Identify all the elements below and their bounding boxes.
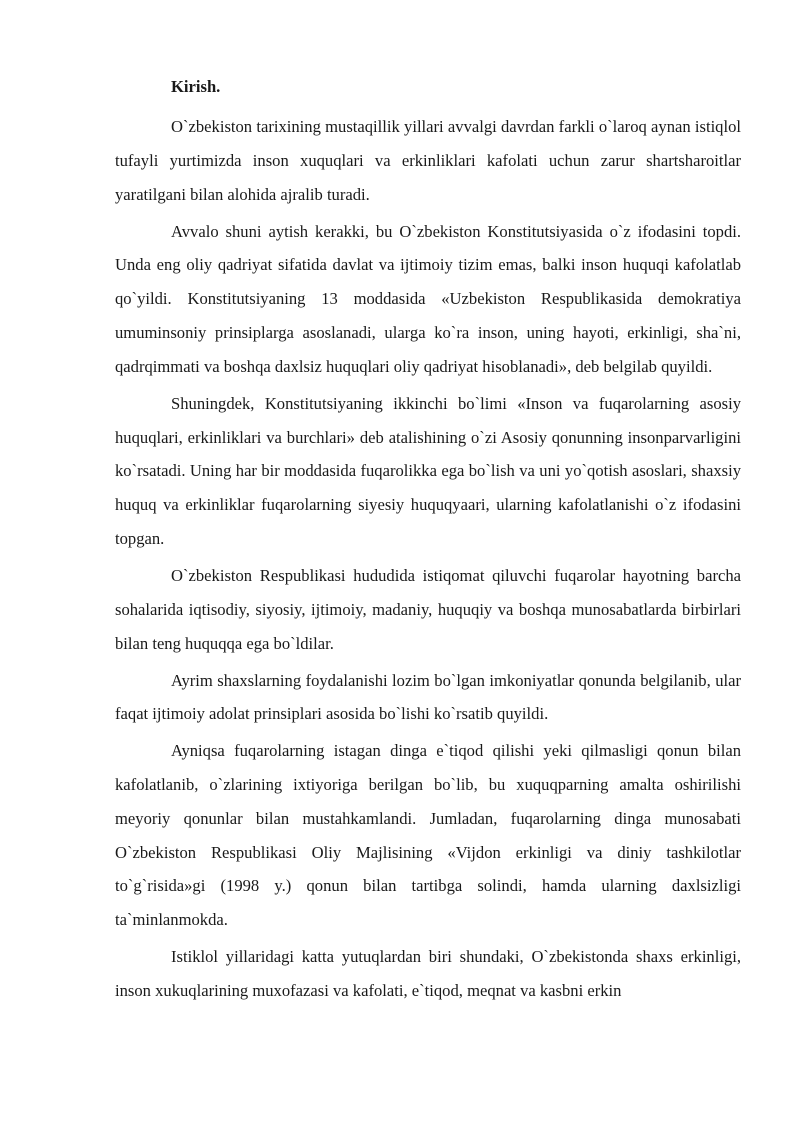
paragraph: Shuningdek, Konstitutsiyaning ikkinchi bo`limi «Inson va fuqarolarning asosiy huquqlari, erkinliklari va burchlari» deb atalishining o`zi Asosiy qonunning insonparvarligini ko`rsatadi. Uning har bir moddasida fuqarolikka ega bo`lish va uni yo`qotish asoslari, shaxsiy huquq va erkinliklar fuqarolarning siyesiy huquqyaari, ularning kafolatlanishi o`z ifodasini topgan.: [115, 393, 741, 548]
paragraph: Avvalo shuni aytish kerakki, bu O`zbekiston Konstitutsiyasida o`z ifodasini topdi. Unda eng oliy qadriyat sifatida davlat va ijtimoiy tizim emas, balki inson huquqi kafolatlab qo`yildi. Konstitutsiyaning 13 moddasida «Uzbekiston Respublikasida demokratiya umuminsoniy prinsiplarga asoslanadi, ularga ko`ra inson, uning hayoti, erkinligi, sha`ni, qadrqimmati va boshqa daxlsiz huquqlari oliy qadriyat hisoblanadi», deb belgilab quyildi.: [115, 221, 741, 376]
paragraph: O`zbekiston Respublikasi hududida istiqomat qiluvchi fuqarolar hayotning barcha sohalarida iqtisodiy, siyosiy, ijtimoiy, madaniy, huquqiy va boshqa munosabatlarda birbirlari bilan teng huquqqa ega bo`ldilar.: [115, 565, 741, 653]
document-body: [115, 73, 741, 1011]
paragraph: O`zbekiston tarixining mustaqillik yillari avvalgi davrdan farkli o`laroq aynan istiqlol tufayli yurtimizda inson xuquqlari va erkinliklari kafolati uchun zarur shartsharoitlar yaratilgani bilan alohida ajralib turadi.: [115, 117, 741, 204]
paragraph: Ayniqsa fuqarolarning istagan dinga e`tiqod qilishi yeki qilmasligi qonun bilan kafolatlanib, o`zlarining ixtiyoriga berilgan bo`lib, bu xuquqparning amalta oshirilishi meyoriy qonunlar bilan mustahkamlandi. Jumladan, fuqarolarning dinga munosabati O`zbekiston Respublikasi Oliy Majlisining «Vijdon erkinligi va diniy tashkilotlar to`g`risida»gi (1998 y.) qonun bilan tartibga solindi, hamda ularning daxlsizligi ta`minlanmokda.: [115, 741, 741, 930]
paragraph: Ayrim shaxslarning foydalanishi lozim bo`lgan imkoniyatlar qonunda belgilanib, ular faqat ijtimoiy adolat prinsiplari asosida bo`lishi ko`rsatib quyildi.: [115, 670, 741, 724]
section-heading: Kirish.: [171, 77, 221, 96]
paragraph: Istiklol yillaridagi katta yutuqlardan biri shundaki, O`zbekistonda shaxs erkinligi, inson xukuqlarining muxofazasi va kafolati, e`tiqod, meqnat va kasbni erkin: [115, 947, 741, 1001]
